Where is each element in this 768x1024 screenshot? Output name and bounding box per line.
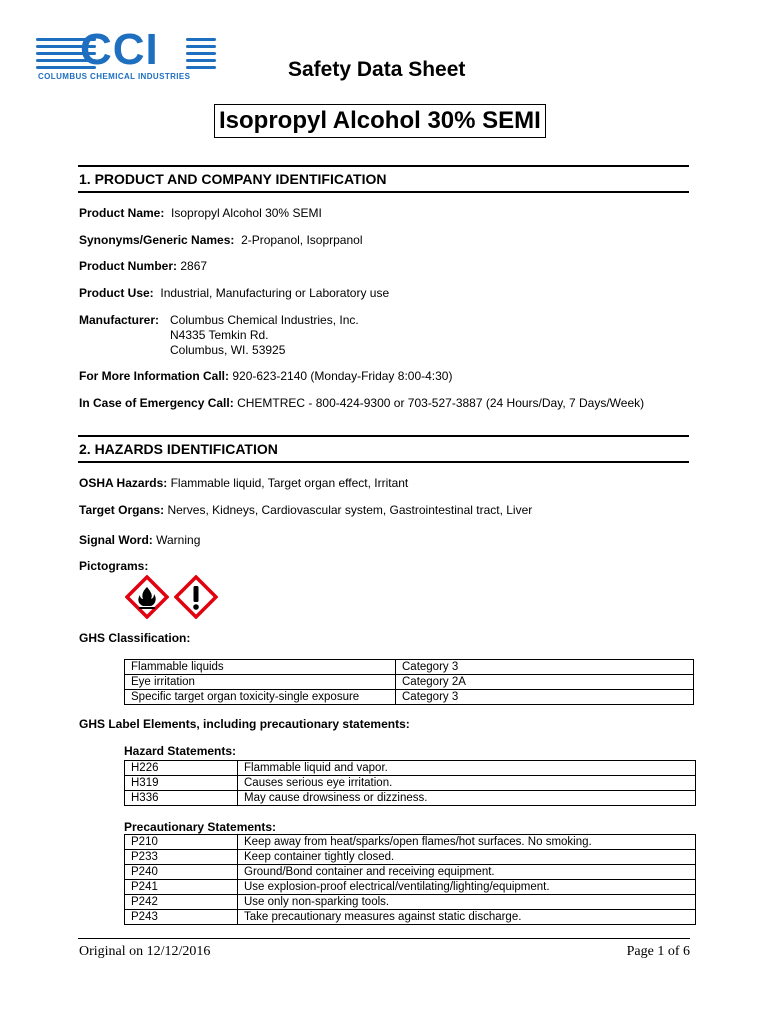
product-number-field [79,259,207,274]
product-name-label: Product Name: [79,206,165,220]
pictograms-field [79,559,148,574]
product-number-label: Product Number: [79,259,178,273]
table-cell: Flammable liquids [125,660,396,675]
logo-text: CCI [80,25,159,74]
product-name-value: Isopropyl Alcohol 30% SEMI [171,206,322,220]
product-title: Isopropyl Alcohol 30% SEMI [214,104,546,138]
table-row [125,660,694,675]
manufacturer-line: Columbus Chemical Industries, Inc. [170,313,359,327]
table-cell: H336 [125,791,238,806]
signal-word-field [79,533,200,548]
document-title: Safety Data Sheet [288,58,466,81]
footer-divider [78,938,690,939]
table-row [125,675,694,690]
section-2-heading-text: 2. HAZARDS IDENTIFICATION [79,441,278,457]
info-call-value: 920-623-2140 (Monday-Friday 8:00-4:30) [232,369,453,383]
exclamation-icon [174,575,218,619]
info-call-label: For More Information Call: [79,369,229,383]
manufacturer-line: Columbus, WI. 53925 [170,343,286,357]
table-row [125,865,696,880]
table-row [125,791,696,806]
table-cell: Category 3 [396,660,694,675]
product-number-value: 2867 [180,259,208,273]
table-cell: H319 [125,776,238,791]
label-elements-label [79,717,410,732]
section-1-heading [78,165,689,193]
table-row [125,761,696,776]
table-cell: P240 [125,865,238,880]
signal-word-value: Warning [156,533,201,547]
manufacturer-field [79,313,159,328]
table-row [125,776,696,791]
table-row [125,910,696,925]
table-cell: Flammable liquid and vapor. [238,761,696,776]
synonyms-label: Synonyms/Generic Names: [79,233,235,247]
osha-hazards-field [79,476,408,491]
emergency-field [79,396,644,411]
ghs-classification-table [124,659,694,705]
hazard-statements-table [124,760,696,806]
section-1-heading-text: 1. PRODUCT AND COMPANY IDENTIFICATION [79,171,387,187]
table-cell: Take precautionary measures against static discharge. [238,910,696,925]
product-use-value: Industrial, Manufacturing or Laboratory use [160,286,390,300]
product-use-label: Product Use: [79,286,154,300]
product-use-field [79,286,389,301]
table-row [125,690,694,705]
table-cell: Causes serious eye irritation. [238,776,696,791]
table-cell: P243 [125,910,238,925]
table-cell: Eye irritation [125,675,396,690]
precautionary-statements-label: Precautionary Statements: [124,820,277,834]
synonyms-field [79,233,363,248]
company-logo [36,25,216,82]
table-row [125,880,696,895]
table-row [125,895,696,910]
osha-label: OSHA Hazards: [79,476,168,490]
footer-page-number: Page 1 of 6 [626,944,690,959]
hazard-statements-label: Hazard Statements: [124,744,237,758]
table-cell: Keep container tightly closed. [238,850,696,865]
table-cell: Keep away from heat/sparks/open flames/hot surfaces. No smoking. [238,835,696,850]
osha-value: Flammable liquid, Target organ effect, Irritant [170,476,409,490]
table-row [125,835,696,850]
table-cell: Use only non-sparking tools. [238,895,696,910]
manufacturer-label: Manufacturer: [79,313,160,327]
section-2-heading [78,435,689,463]
synonyms-value: 2-Propanol, Isoprpanol [241,233,363,247]
logo-stripes-right [186,38,216,73]
logo-subtitle: COLUMBUS CHEMICAL INDUSTRIES [38,72,191,81]
flame-icon [125,575,169,619]
product-name-field [79,206,322,221]
ghs-classification-label-text: GHS Classification: [79,631,191,645]
manufacturer-address [170,313,359,358]
table-row [125,850,696,865]
table-cell: H226 [125,761,238,776]
pictograms-label: Pictograms: [79,559,149,573]
emergency-label: In Case of Emergency Call: [79,396,234,410]
table-cell: May cause drowsiness or dizziness. [238,791,696,806]
precautionary-statements-table [124,834,696,925]
table-cell: Category 3 [396,690,694,705]
table-cell: Category 2A [396,675,694,690]
table-cell: P233 [125,850,238,865]
target-organs-value: Nerves, Kidneys, Cardiovascular system, Gastrointestinal tract, Liver [167,503,533,517]
emergency-value: CHEMTREC - 800-424-9300 or 703-527-3887 (24 Hours/Day, 7 Days/Week) [237,396,645,410]
label-elements-label-text: GHS Label Elements, including precautionary statements: [79,717,410,731]
ghs-classification-label [79,631,190,646]
table-cell: Ground/Bond container and receiving equipment. [238,865,696,880]
table-cell: Use explosion-proof electrical/ventilating/lighting/equipment. [238,880,696,895]
table-cell: P241 [125,880,238,895]
manufacturer-line: N4335 Temkin Rd. [170,328,269,342]
target-organs-label: Target Organs: [79,503,165,517]
table-cell: P242 [125,895,238,910]
footer-original-date: Original on 12/12/2016 [79,944,211,959]
table-cell: P210 [125,835,238,850]
signal-word-label: Signal Word: [79,533,153,547]
target-organs-field [79,503,532,518]
info-call-field [79,369,452,384]
table-cell: Specific target organ toxicity-single exposure [125,690,396,705]
